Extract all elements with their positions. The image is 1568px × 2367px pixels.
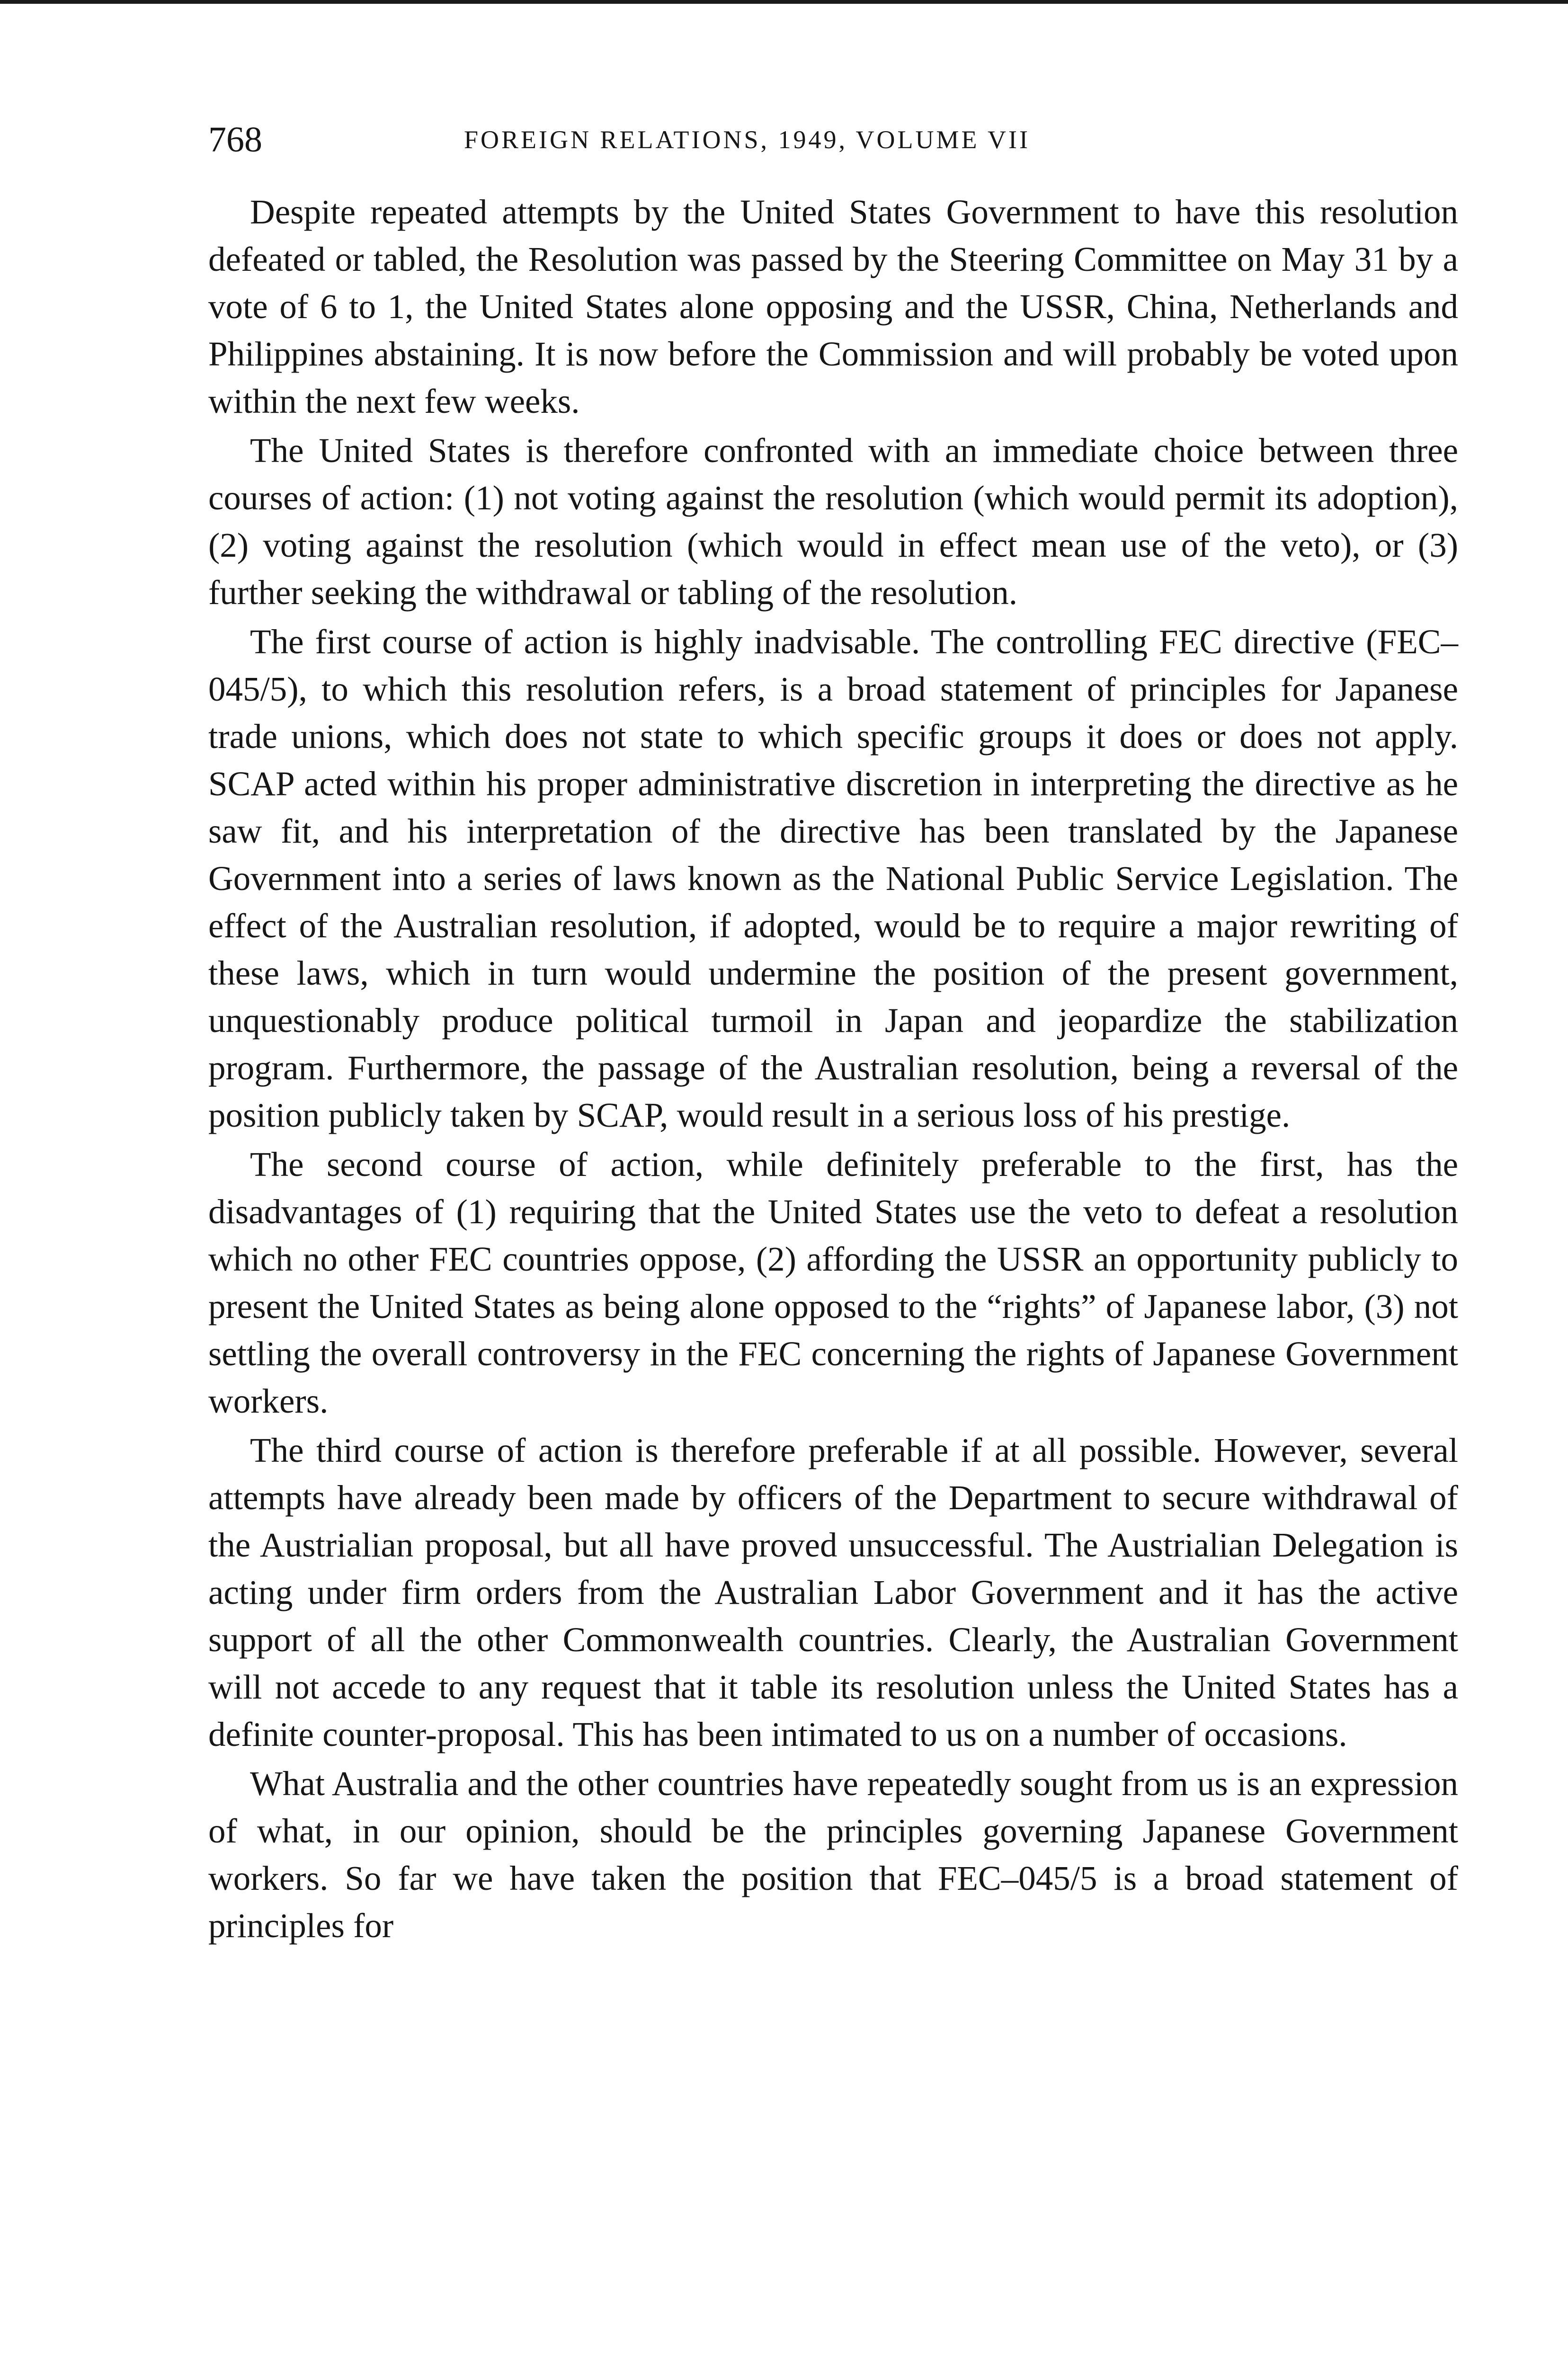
running-title: FOREIGN RELATIONS, 1949, VOLUME VII xyxy=(464,125,1030,154)
page-number: 768 xyxy=(208,120,262,160)
running-header xyxy=(208,118,1458,161)
paragraph: What Australia and the other countries have repeatedly sought from us is an expression of what, in our opinion, should be the principles governing Japanese Government workers. So far we have taken the position that FEC–045/5 is a broad statement of principles for xyxy=(208,1764,1458,1945)
body-text xyxy=(208,188,1458,1949)
paragraph: The first course of action is highly inadvisable. The controlling FEC directive (FEC–045/5), to which this resolution refers, is a broad statement of principles for Japanese trade unions, which does not state to which specific groups it does or does not apply. SCAP acted within his proper administrative discretion in interpreting the directive as he saw fit, and his interpretation of the directive has been translated by the Japanese Government into a series of laws known as the National Public Service Legislation. The effect of the Australian resolution, if adopted, would be to require a major rewriting of these laws, which in turn would undermine the position of the present government, unquestionably produce political turmoil in Japan and jeopardize the stabilization program. Furthermore, the passage of the Australian resolution, being a reversal of the position publicly taken by SCAP, would result in a serious loss of his prestige. xyxy=(208,623,1458,1134)
paragraph: The third course of action is therefore preferable if at all possible. However, several attempts have already been made by officers of the Department to secure withdrawal of the Austrialian proposal, but all have proved unsuccessful. The Austrialian Delegation is acting under firm orders from the Australian Labor Government and it has the active support of all the other Commonwealth countries. Clearly, the Australian Government will not accede to any request that it table its resolution unless the United States has a definite counter-proposal. This has been intimated to us on a number of occasions. xyxy=(208,1431,1458,1753)
paragraph: The United States is therefore confronted with an immediate choice between three courses of action: (1) not voting against the resolution (which would permit its adoption), (2) voting against the resolution (which would in effect mean use of the veto), or (3) further seeking the withdrawal or tabling of the resolution. xyxy=(208,431,1458,612)
document-page xyxy=(208,118,1458,1951)
paragraph: The second course of action, while definitely preferable to the first, has the disadvantages of (1) requiring that the United States use the veto to defeat a resolution which no other FEC countries oppose, (2) affording the USSR an opportunity publicly to present the United States as being alone opposed to the “rights” of Japanese labor, (3) not settling the overall controversy in the FEC concerning the rights of Japanese Government workers. xyxy=(208,1145,1458,1420)
paragraph: Despite repeated attempts by the United States Government to have this resolution defeated or tabled, the Resolution was passed by the Steering Committee on May 31 by a vote of 6 to 1, the United States alone opposing and the USSR, China, Netherlands and Philippines abstaining. It is now before the Commission and will probably be voted upon within the next few weeks. xyxy=(208,193,1458,420)
top-border-rule xyxy=(0,0,1568,4)
